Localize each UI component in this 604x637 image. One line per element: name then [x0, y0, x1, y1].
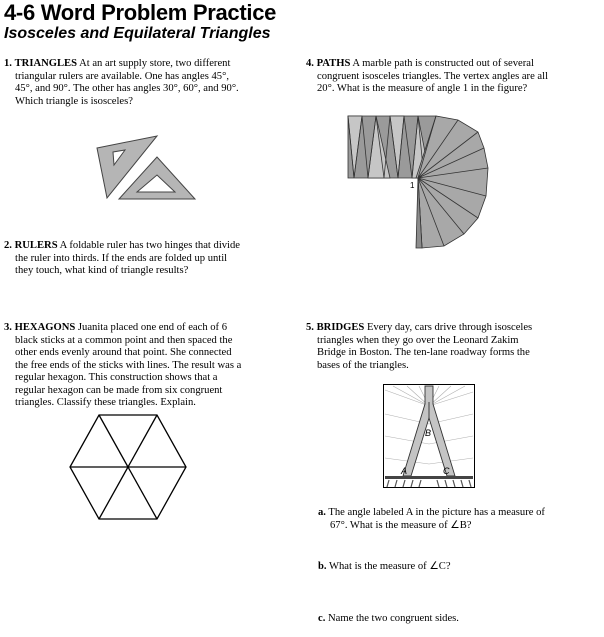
- problem-5: [306, 322, 598, 372]
- problem-2-line-3: they touch, what kind of triangle results?: [15, 265, 189, 276]
- problem-2-line-2: the ruler into thirds. If the ends are folded up until: [15, 252, 228, 264]
- part-c-text: Name the two congruent sides.: [325, 613, 459, 624]
- part-a-text: The angle labeled A in the picture has a measure of: [325, 507, 545, 518]
- problem-1-line-4: Which triangle is isosceles?: [15, 95, 133, 107]
- problem-5-line-4: bases of the triangles.: [317, 359, 409, 371]
- problem-3-line-6: regular hexagon can be made from six congruent: [15, 384, 223, 396]
- part-b-text: What is the measure of ∠C?: [326, 561, 451, 572]
- problem-1-number: 1.: [4, 58, 12, 69]
- problem-1-heading: TRIANGLES: [14, 58, 78, 69]
- problem-1-text: At an art supply store, two different: [77, 58, 231, 69]
- page-title: 4-6 Word Problem Practice: [4, 0, 277, 25]
- problem-5-text: Every day, cars drive through isosceles: [364, 322, 533, 333]
- page-subtitle: Isosceles and Equilateral Triangles: [4, 25, 271, 42]
- problem-1-line-1: [4, 58, 294, 71]
- problem-2-number: 2.: [4, 240, 12, 251]
- problem-3-line-7: triangles. Classify these triangles. Explain.: [15, 397, 196, 408]
- part-b-line-1: [318, 561, 598, 574]
- bridge-figure: [383, 384, 475, 488]
- problem-5-line-2: triangles when they go over the Leonard Zakim: [317, 334, 519, 346]
- problem-5-heading: BRIDGES: [316, 322, 365, 333]
- part-a-line-1: [318, 507, 598, 520]
- problem-5-number: 5.: [306, 322, 314, 333]
- problem-3-line-2: black sticks at a common point and then spaced the: [15, 334, 233, 346]
- problem-2-line-1: [4, 240, 294, 253]
- label-a: A: [401, 466, 408, 476]
- part-c-line-1: [318, 613, 598, 626]
- problem-3-text: Juanita placed one end of each of 6: [75, 322, 228, 333]
- problem-3-line-4: the free ends of the sticks with lines. The result was a: [15, 359, 242, 371]
- label-b: B: [425, 428, 432, 438]
- problem-2: [4, 240, 294, 278]
- problem-4-heading: PATHS: [316, 58, 351, 69]
- problem-1: [4, 58, 294, 108]
- problem-4-text: A marble path is constructed out of several: [350, 58, 534, 69]
- problem-2-text: A foldable ruler has two hinges that divide: [57, 240, 241, 251]
- problem-4-number: 4.: [306, 58, 314, 69]
- part-a-letter: a.: [318, 507, 326, 518]
- problem-3: [4, 322, 294, 410]
- problem-4-line-1: [306, 58, 598, 71]
- part-c-letter: c.: [318, 613, 326, 624]
- problem-2-heading: RULERS: [14, 240, 58, 251]
- problem-3-line-5: regular hexagon. This construction shows that a: [15, 372, 218, 383]
- problem-5-line-3: Bridge in Boston. The ten-lane roadway forms the: [317, 347, 530, 358]
- problem-1-line-3: 45°, and 90°. The other has angles 30°, 60°, and 90°.: [15, 83, 239, 94]
- problem-4-line-2: congruent isosceles triangles. The vertex angles are all: [317, 70, 549, 82]
- problem-1-line-2: triangular rulers are available. One has angles 45°,: [15, 70, 229, 82]
- problem-5-part-a: [318, 507, 598, 532]
- problem-4-line-3: 20°. What is the measure of angle 1 in the figure?: [317, 83, 528, 94]
- problem-5-part-c: [318, 613, 598, 626]
- problem-3-heading: HEXAGONS: [14, 322, 76, 333]
- label-c: C: [443, 466, 450, 476]
- part-b-letter: b.: [318, 561, 327, 572]
- problem-5-line-1: [306, 322, 598, 335]
- angle-1-label: 1: [410, 181, 415, 190]
- triangle-rulers-figure: [95, 128, 200, 203]
- part-a-line-2: 67°. What is the measure of ∠B?: [330, 519, 472, 531]
- problem-5-part-b: [318, 561, 598, 574]
- hexagon-figure: [66, 413, 190, 521]
- marble-path-figure: [340, 114, 492, 254]
- problem-3-number: 3.: [4, 322, 12, 333]
- problem-3-line-3: other ends evenly around that point. She connected: [15, 347, 232, 358]
- problem-3-line-1: [4, 322, 294, 335]
- problem-4: [306, 58, 598, 96]
